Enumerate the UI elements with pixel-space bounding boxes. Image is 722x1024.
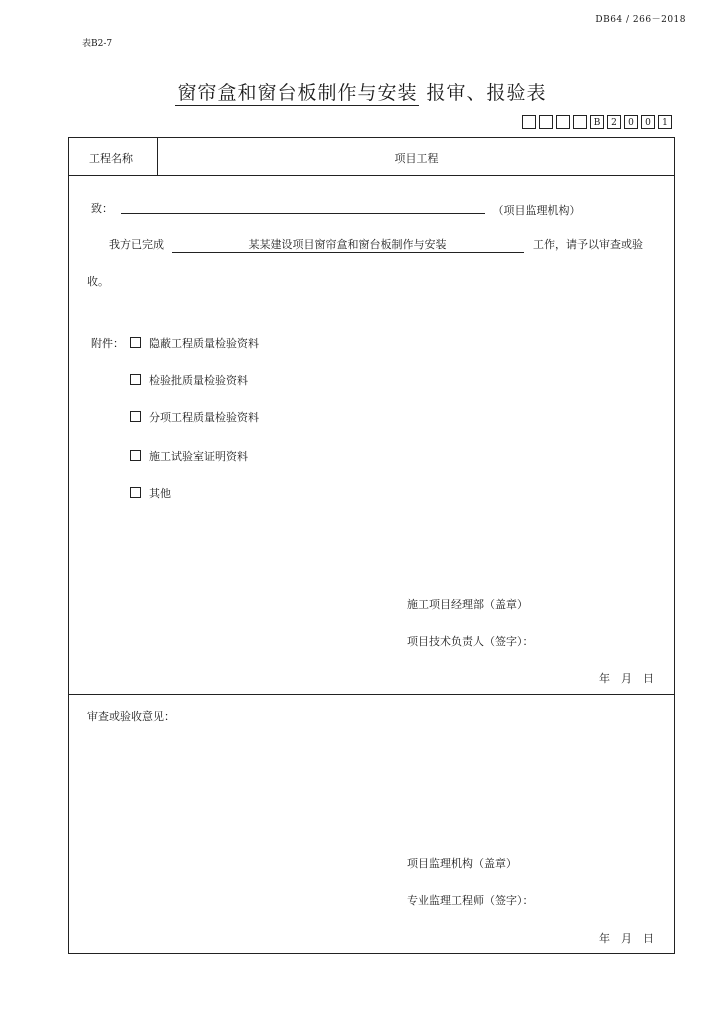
attachment-item [130, 409, 259, 425]
to-label: 致： [91, 202, 113, 215]
code-box: 0 [641, 115, 655, 129]
form-frame [68, 137, 675, 954]
attachment-item [130, 372, 248, 388]
code-box [539, 115, 553, 129]
to-field[interactable] [121, 200, 485, 214]
supervisor-signature-label: 专业监理工程师（签字）： [407, 894, 534, 907]
application-date: 年 月 日 [599, 672, 654, 685]
work-field[interactable]: 某某建设项目窗帘盒和窗台板制作与安装 [172, 236, 524, 253]
form-number: 表B2-7 [82, 39, 113, 49]
technical-lead-signature-label: 项目技术负责人（签字）： [407, 635, 534, 648]
form-code-boxes [522, 115, 672, 129]
code-box: 2 [607, 115, 621, 129]
section-divider [69, 694, 674, 695]
page-title [175, 78, 546, 105]
supervisor-seal-label: 项目监理机构（盖章） [407, 857, 517, 870]
body-suffix: 工作，请予以审查或验 [533, 238, 643, 251]
code-box [573, 115, 587, 129]
standard-code: DB64 / 266－2018 [595, 15, 686, 25]
body-line [109, 236, 643, 253]
row-divider [69, 175, 674, 176]
checkbox[interactable] [130, 374, 141, 385]
to-field-wrap [121, 200, 581, 218]
checkbox[interactable] [130, 411, 141, 422]
project-name-label: 工程名称 [89, 152, 133, 165]
title-block [0, 78, 722, 105]
checkbox[interactable] [130, 450, 141, 461]
code-box [522, 115, 536, 129]
project-name-value[interactable]: 项目工程 [394, 152, 439, 165]
attachment-item [130, 335, 259, 351]
to-suffix: （项目监理机构） [492, 204, 581, 217]
attachment-label: 其他 [149, 487, 171, 500]
attachment-item [130, 485, 171, 501]
attachments-label: 附件： [91, 337, 124, 350]
checkbox[interactable] [130, 487, 141, 498]
checkbox[interactable] [130, 337, 141, 348]
attachment-item [130, 448, 248, 464]
review-opinion-label: 审查或验收意见： [87, 710, 175, 723]
attachment-label: 检验批质量检验资料 [149, 374, 248, 387]
attachment-label: 分项工程质量检验资料 [149, 411, 259, 424]
code-box: 0 [624, 115, 638, 129]
review-date: 年 月 日 [599, 932, 654, 945]
title-main: 窗帘盒和窗台板制作与安装 [177, 82, 418, 104]
code-box: 1 [658, 115, 672, 129]
body-prefix: 我方已完成 [109, 238, 164, 251]
body-wrap: 收。 [87, 275, 109, 288]
title-suffix: 报审、报验表 [426, 82, 547, 104]
attachment-label: 隐蔽工程质量检验资料 [149, 337, 259, 350]
code-box: B [590, 115, 604, 129]
code-box [556, 115, 570, 129]
attachment-label: 施工试验室证明资料 [149, 450, 248, 463]
contractor-seal-label: 施工项目经理部（盖章） [407, 598, 528, 611]
